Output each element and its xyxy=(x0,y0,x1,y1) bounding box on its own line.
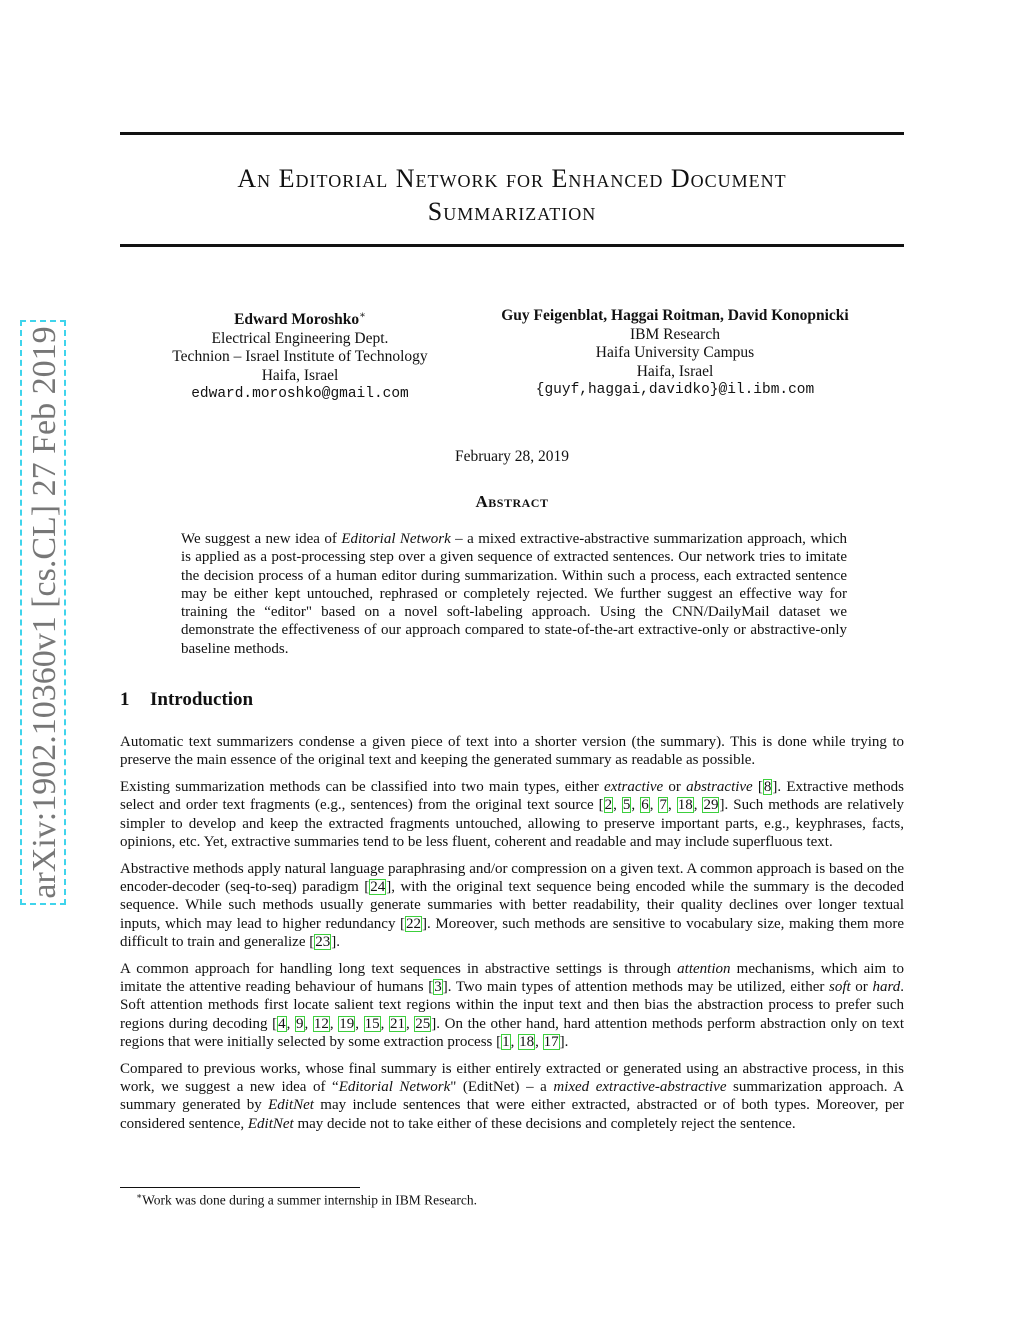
abstract-heading: Abstract xyxy=(475,492,549,511)
citation-link[interactable]: 7 xyxy=(659,797,667,814)
arxiv-identifier: arXiv:1902.10360v1 [cs.CL] 27 Feb 2019 xyxy=(20,320,66,905)
paragraph: Abstractive methods apply natural language paraphrasing and/or compression on a given text. A common approach is based on the encoder-decoder (seq-to-seq) paradigm [24], with the original text sequence being encoded while the summary is the decoded sequence. While such methods usually generate summaries with better readability, their quality declines over longer textual inputs, which may lead to higher redundancy [22]. Moreover, such methods are sensitive to vocabulary size, making them more difficult to train and generalize [23]. xyxy=(120,860,905,950)
author-affiliation: IBM Research xyxy=(630,325,720,343)
author-affiliation: Technion – Israel Institute of Technology xyxy=(172,348,428,366)
top-rule xyxy=(120,132,904,135)
author-affiliation: Haifa University Campus xyxy=(595,344,755,361)
citation-link[interactable]: 15 xyxy=(364,1015,380,1032)
citation-link[interactable]: 6 xyxy=(641,797,649,814)
citation-link[interactable]: 2 xyxy=(604,797,613,814)
citation-link[interactable]: 24 xyxy=(370,879,386,896)
author-block xyxy=(120,307,904,407)
citation-link[interactable]: 22 xyxy=(406,915,422,932)
citation-link[interactable]: 25 xyxy=(415,1015,431,1032)
paragraph: Automatic text summarizers condense a given piece of text into a shorter version (the summary). This is done while trying to preserve the main essence of the original text and keeping the generated summary as readable as possible. xyxy=(120,734,904,769)
citation-link[interactable]: 4 xyxy=(278,1015,286,1032)
paper-date: February 28, 2019 xyxy=(454,448,570,465)
citation-link[interactable]: 12 xyxy=(313,1015,329,1032)
author-2 xyxy=(480,307,870,400)
citation-link[interactable]: 5 xyxy=(622,797,631,814)
bottom-rule xyxy=(120,244,904,247)
author-location: Haifa, Israel xyxy=(636,362,714,380)
abstract-text: We suggest a new idea of Editorial Network – a mixed extractive-abstractive summarization approach, which is applied as a post-processing step over a given sequence of extracted sentences. Our network tries to imitate the decision process of a human editor during summarization. Within such a process, each extracted sentence may be either kept untouched, rephrased or completely rejected. We further suggest an effective way for training the “editor" based on a novel soft-labeling approach. Using the CNN/DailyMail dataset we demonstrate the effectiveness of our approach compared to state-of-the-art extractive-only or abstractive-only baseline methods. xyxy=(181,531,848,657)
citation-link[interactable]: 1 xyxy=(502,1033,510,1050)
citation-link[interactable]: 9 xyxy=(296,1015,304,1032)
footnote: ∗Work was done during a summer internship in IBM Research. xyxy=(136,1191,477,1208)
section-heading: 1 Introduction xyxy=(120,689,254,710)
citation-link[interactable]: 17 xyxy=(543,1033,559,1050)
title-line-1: An Editorial Network for Enhanced Document xyxy=(237,164,787,193)
citation-link[interactable]: 18 xyxy=(519,1033,535,1050)
citation-link[interactable]: 23 xyxy=(315,933,331,950)
paragraph: Existing summarization methods can be classified into two main types, either extractive or abstractive [8]. Extractive methods select and order text fragments (e.g., sentences) from the original text source [2, 5, 6, 7, 18, 29]. Such methods are relatively simpler to develop and keep the extracted fragments untouched, allowing to preserve important parts, e.g., keyphrases, facts, opinions, etc. Yet, extractive summaries tend to be less fluent, coherent and readable and may include superfluous text. xyxy=(120,779,905,850)
title-line-2: Summarization xyxy=(427,197,597,226)
author-name: Edward Moroshko∗ xyxy=(234,310,366,329)
author-email[interactable]: {guyf,haggai,davidko}@il.ibm.com xyxy=(535,382,815,398)
citation-link[interactable]: 8 xyxy=(763,779,772,796)
citation-link[interactable]: 19 xyxy=(339,1015,355,1032)
citation-link[interactable]: 21 xyxy=(389,1015,405,1032)
paragraph: A common approach for handling long text sequences in abstractive settings is through attention mechanisms, which aim to imitate the attentive reading behaviour of humans [3]. Two main types of attention methods may be utilized, either soft or hard. Soft attention methods first locate salient text regions within the input text and then bias the abstraction process to prefer such regions during decoding [4, 9, 12, 19, 15, 21, 25]. On the other hand, hard attention methods perform abstraction only on text regions that were initially selected by some extraction process [1, 18, 17]. xyxy=(120,960,905,1050)
citation-link[interactable]: 29 xyxy=(703,797,719,814)
author-location: Haifa, Israel xyxy=(261,366,339,384)
paragraph: Compared to previous works, whose final summary is either entirely extracted or generated using an abstractive process, in this work, we suggest a new idea of “Editorial Network" (EditNet) – a mixed extractive-abstractive summarization approach. A summary generated by EditNet may include sentences that were either extracted, abstracted or of both types. Moreover, per considered sentence, EditNet may decide not to take either of these decisions and completely reject the sentence. xyxy=(120,1060,905,1132)
author-affiliation: Electrical Engineering Dept. xyxy=(211,329,389,347)
author-1 xyxy=(120,307,480,404)
footnote-rule xyxy=(120,1187,360,1188)
body-text xyxy=(120,733,904,1141)
citation-link[interactable]: 3 xyxy=(434,979,442,996)
paper-title xyxy=(120,162,904,228)
citation-link[interactable]: 18 xyxy=(677,797,693,814)
author-email[interactable]: edward.moroshko@gmail.com xyxy=(191,386,409,403)
author-name: Guy Feigenblat, Haggai Roitman, David Konopnicki xyxy=(501,307,849,324)
